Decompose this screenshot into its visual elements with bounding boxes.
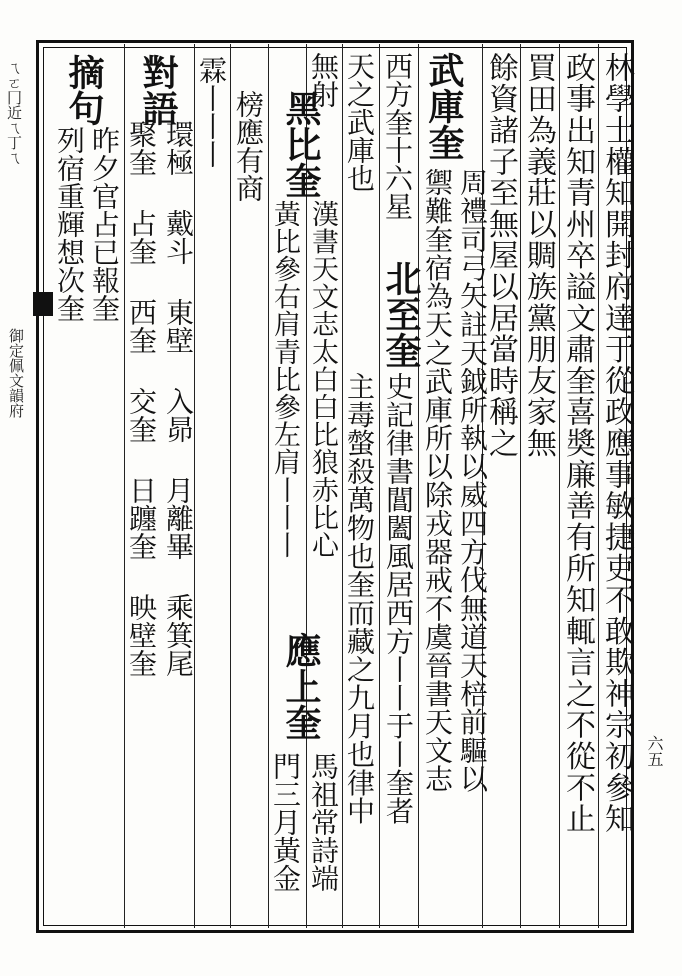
column-rule xyxy=(230,44,231,928)
entry-headword: 武庫奎 xyxy=(423,52,465,160)
quote-line-1: 昨夕官占已報奎 xyxy=(88,126,121,322)
annotation-hanshu: 漢書天文志太白白比狼赤比心 xyxy=(307,200,338,559)
text-column-west: 西方奎十六星 xyxy=(381,52,414,220)
section-heading-duiyu xyxy=(137,52,179,128)
margin-fishtail-mark xyxy=(33,292,53,316)
column-rule xyxy=(379,44,380,928)
annotation-poison: 主毒螫殺萬物也奎而藏之九月也律中 xyxy=(343,372,376,825)
entry-heading-heibikui xyxy=(280,88,322,200)
annotation-ma-zuchang: 馬祖常詩端 xyxy=(307,752,340,892)
column-rule xyxy=(418,44,419,928)
annotation-gate: 門三月黃金 xyxy=(269,752,302,892)
annotation-column-b: 禦難奎宿為天之武庫所以除戎器戒不虞晉書天文志 xyxy=(421,168,454,793)
section-title: 摘句 xyxy=(63,54,105,126)
book-title: 御定佩文韻府 xyxy=(7,328,25,418)
couplet-list-a: 環極 戴斗 東壁 入昴 月離畢 乘箕尾 xyxy=(162,120,195,677)
text-column-lin: 霖丨丨丨 xyxy=(195,56,228,168)
text-column-armory: 天之武庫也 xyxy=(343,52,376,192)
margin-top-label: ㄟㄛ冂近ㄟ丁ㄟ xyxy=(5,60,23,165)
entry-heading-beizhikui xyxy=(380,258,422,370)
annotation-shoulder: 黃比參右肩青比參左肩丨丨丨 xyxy=(269,200,300,559)
entry-heading-wukukui xyxy=(423,50,465,162)
text-column-2: 政事出知青州卒謚文肅奎喜奬廉善有所知輒言之不從不止 xyxy=(560,52,595,835)
section-title: 對語 xyxy=(137,54,179,126)
entry-headword: 北至奎 xyxy=(380,260,422,368)
text-column-4: 餘資諸子至無屋以居當時稱之 xyxy=(483,52,518,459)
annotation-column-a: 周禮司弓矢註天鉞所執以威四方伐無道天棓前驅以 xyxy=(456,168,489,793)
entry-heading-yingshangkui xyxy=(280,630,322,742)
page-number: 六五 xyxy=(645,735,664,767)
section-heading-zhaiju xyxy=(63,52,105,128)
entry-headword: 黑比奎 xyxy=(280,90,322,198)
entry-headword: 應上奎 xyxy=(280,632,322,740)
text-column-bang: 榜應有商 xyxy=(232,90,265,202)
quote-line-2: 列宿重輝想次奎 xyxy=(53,126,86,322)
text-column-1: 林學士權知開封府達于從政應事敏捷吏不敢欺神宗初參知 xyxy=(599,52,634,835)
text-column-3: 買田為義莊以賙族黨朋友家無 xyxy=(521,52,556,459)
annotation-shiji: 史記律書閶闔風居西方丨丨于丨奎者 xyxy=(382,372,415,825)
text-column-wuyi: 無射 xyxy=(307,52,340,108)
couplet-list-b: 聚奎 占奎 西奎 交奎 日躔奎 映壁奎 xyxy=(125,120,158,677)
